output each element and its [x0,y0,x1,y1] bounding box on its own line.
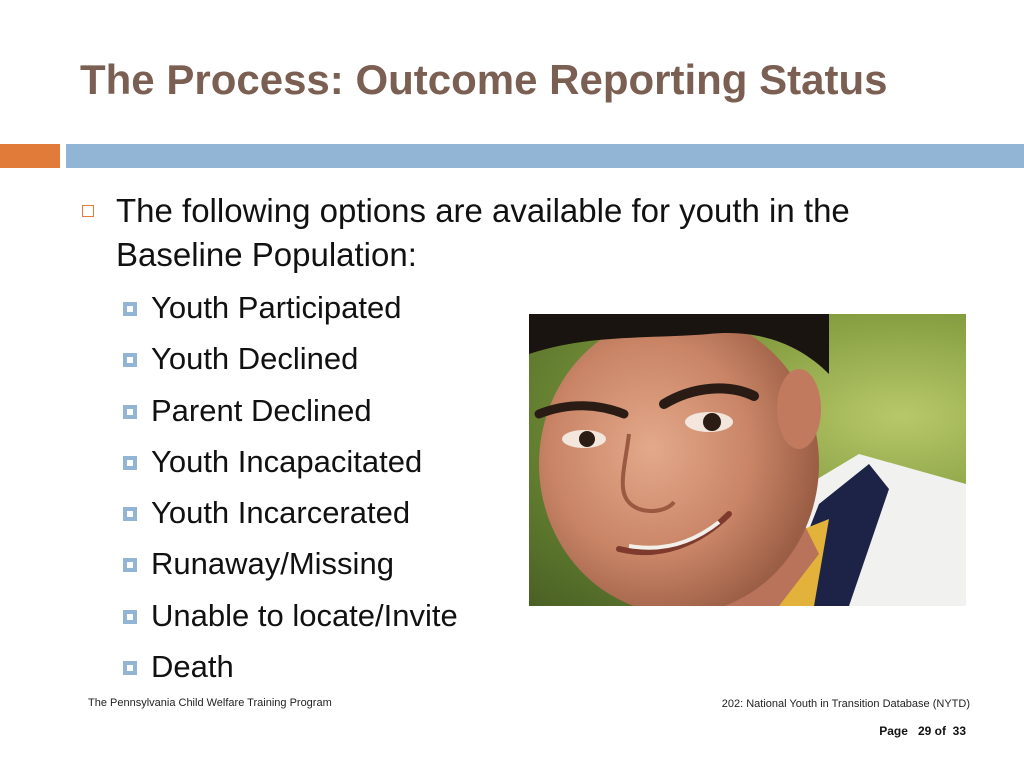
intro-text: The following options are available for youth in the Baseline Population: [116,192,850,273]
page-label: Page [879,724,908,738]
square-bullet-icon [123,302,137,316]
page-total: 33 [952,724,966,738]
square-bullet-icon [123,353,137,367]
slide-title: The Process: Outcome Reporting Status [80,56,888,103]
option-label: Youth Incapacitated [151,443,423,479]
page-current: 29 [917,724,932,738]
page-number [879,724,966,738]
square-bullet-icon [123,610,137,624]
hollow-square-bullet-icon [82,205,94,217]
page-of: of [934,724,946,738]
square-bullet-icon [123,405,137,419]
accent-bar-blue [66,144,1024,168]
list-item [122,594,458,645]
option-label: Runaway/Missing [151,546,394,582]
list-item [122,286,458,337]
footer-organization: The Pennsylvania Child Welfare Training Program [88,697,332,709]
face-shape [539,314,819,606]
list-item [122,542,458,593]
list-item [122,389,458,440]
options-list [122,286,458,696]
list-item [122,491,458,542]
square-bullet-icon [123,507,137,521]
option-label: Unable to locate/Invite [151,597,458,633]
option-label: Youth Declined [151,341,359,377]
youth-portrait-illustration [529,314,966,606]
option-label: Youth Participated [151,290,402,325]
list-item [122,645,458,696]
youth-photo [529,314,966,606]
option-label: Parent Declined [151,392,372,428]
square-bullet-icon [123,558,137,572]
option-label: Youth Incarcerated [151,495,411,531]
square-bullet-icon [123,661,137,675]
list-item [122,337,458,388]
accent-bar-orange [0,144,60,168]
option-label: Death [151,649,234,685]
footer-course: 202: National Youth in Transition Database (NYTD) [721,698,970,710]
list-item [122,440,458,491]
intro-bullet [80,189,980,277]
square-bullet-icon [123,456,137,470]
